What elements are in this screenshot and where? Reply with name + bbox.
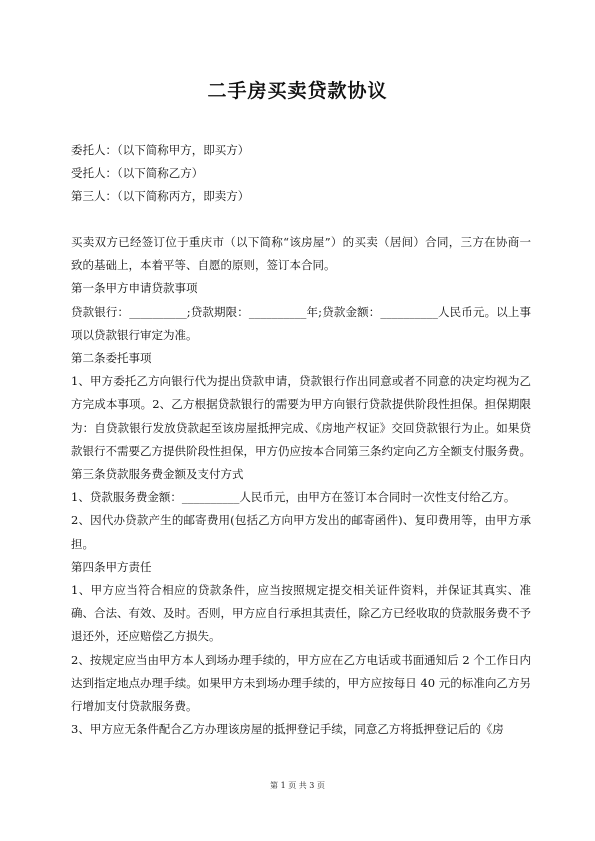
party-agent: 受托人：（以下简称乙方） xyxy=(71,166,204,180)
article-4-item-2: 2、按规定应当由甲方本人到场办理手续的，甲方应在乙方电话或书面通知后 2 个工作日内达到指定地点办理手续。如果甲方未到场办理手续的，甲方应按每日 40 元的标准向乙方另行增加支付贷款服务费。 xyxy=(71,652,531,714)
page-footer: 第 1 页 共 3 页 xyxy=(270,781,325,790)
article-2-text: 1、甲方委托乙方向银行代为提出贷款申请，贷款银行作出同意或者不同意的决定均视为乙方完成本事项。2、乙方根据贷款银行的需要为甲方向银行贷款提供阶段性担保。担保期限为：自贷款银行发放贷款起至该房屋抵押完成、《房地产权证》交回贷款银行为止。如果贷款银行不需要乙方提供阶段性担保，甲方仍应按本合同第三条约定向乙方全额支付服务费。 xyxy=(71,374,531,458)
article-2-heading: 第二条委托事项 xyxy=(71,351,152,366)
article-1-text: 贷款银行：__________;贷款期限：__________年;贷款金额：__________人民币元。以上事项以贷款银行审定为准。 xyxy=(71,304,531,342)
article-3-heading: 第三条贷款服务费金额及支付方式 xyxy=(71,467,244,482)
document-body xyxy=(71,231,531,741)
article-3-item-2: 2、因代办贷款产生的邮寄费用(包括乙方向甲方发出的邮寄函件)、复印费用等，由甲方承担。 xyxy=(71,513,531,551)
party-client: 委托人：（以下简称甲方，即买方） xyxy=(71,143,250,157)
article-4-item-3: 3、甲方应无条件配合乙方办理该房屋的抵押登记手续，同意乙方将抵押登记后的《房 xyxy=(71,722,504,737)
party-third: 第三人：（以下简称丙方，即卖方） xyxy=(71,189,250,203)
article-4-item-1: 1、甲方应当符合相应的贷款条件，应当按照规定提交相关证件资料，并保证其真实、准确、合法、有效、及时。否则，甲方应自行承担其责任，除乙方已经收取的贷款服务费不予退还外，还应赔偿乙方损失。 xyxy=(71,583,531,644)
preamble-paragraph: 买卖双方已经签订位于重庆市（以下简称“该房屋”）的买卖（居间）合同，三方在协商一致的基础上，本着平等、自愿的原则，签订本合同。 xyxy=(71,235,531,273)
document-title: 二手房买卖贷款协议 xyxy=(207,80,388,102)
article-3-item-1: 1、贷款服务费金额：__________人民币元，由甲方在签订本合同时一次性支付给乙方。 xyxy=(71,490,516,505)
article-4-heading: 第四条甲方责任 xyxy=(71,559,152,574)
article-1-heading: 第一条甲方申请贷款事项 xyxy=(71,281,198,296)
parties-block xyxy=(71,139,531,208)
